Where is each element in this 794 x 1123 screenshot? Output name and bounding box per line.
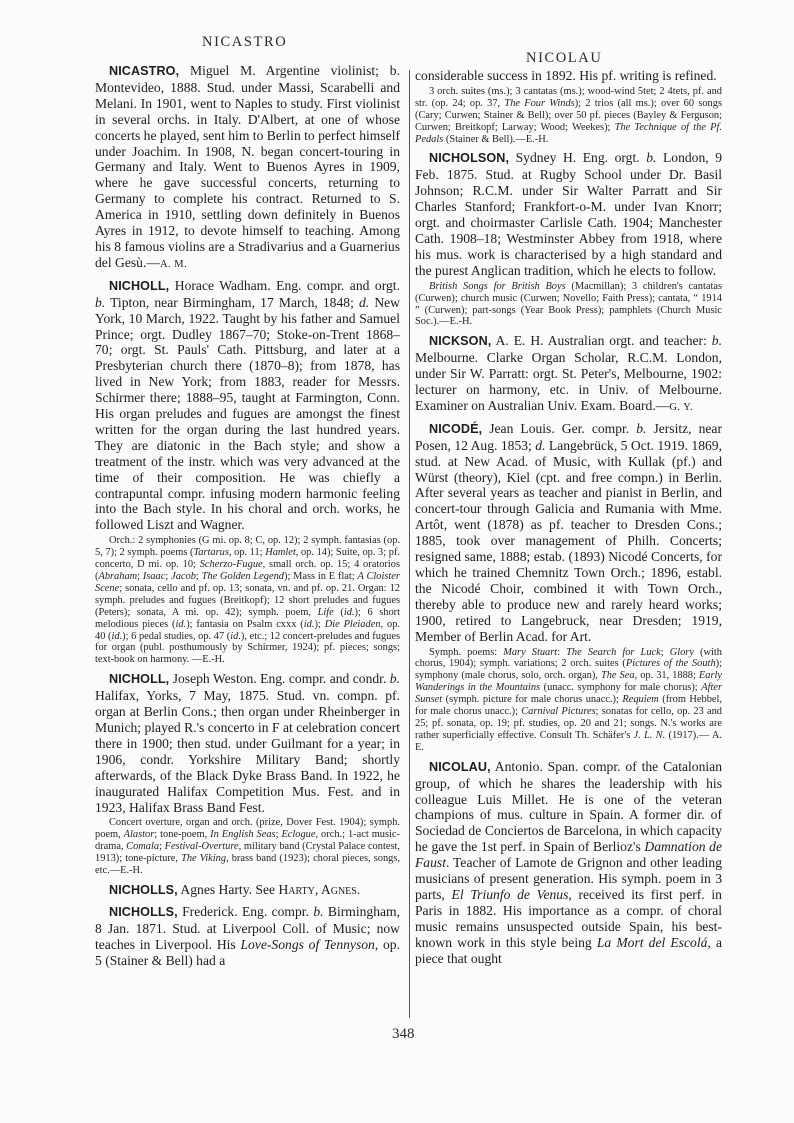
work-title: Glory xyxy=(669,646,694,658)
work-title: id. xyxy=(230,630,241,642)
work-title: Tartarus xyxy=(193,547,229,559)
entry-text: Sydney H. Eng. orgt. xyxy=(509,150,647,166)
cross-reference-link[interactable]: Harty, Agnes xyxy=(278,881,357,897)
headword: NICHOLL, xyxy=(109,672,170,687)
works-text: ); Mass in E flat; xyxy=(283,571,358,582)
work-title: El Triunfo de Venus xyxy=(451,886,569,902)
work-title: Eclogue xyxy=(281,829,316,841)
works-text: ; xyxy=(165,571,172,582)
works-text: , op. 14); Suite, op. 3; pf. concerto, D mi. op. 10; xyxy=(95,547,400,571)
work-title: Early Wanderings in the Mountains xyxy=(415,670,723,694)
works-text: ; xyxy=(137,571,143,582)
works-text: (from Hebbel, for male chorus unacc.); xyxy=(415,694,722,718)
work-title: J. L. N. xyxy=(633,729,666,741)
works-text: , orch.; 1-act music-drama, xyxy=(95,829,400,853)
entry-nicholls-frederick xyxy=(95,904,400,969)
born-abbrev: b. xyxy=(711,333,722,349)
work-title: Carnival Pictures xyxy=(521,706,596,718)
running-head-right: NICOLAU xyxy=(526,50,603,66)
column-divider xyxy=(409,70,410,1018)
work-title: id. xyxy=(111,630,123,642)
work-title: Comala xyxy=(126,841,160,853)
works-text: ); 2 trios (all ms.); over 60 songs (Cary; Curwen; Stainer & Bell); over 50 pf. pieces (Bayley & Ferguson; Curwen; Breitkopf; Larway; Wood; Weekes); xyxy=(415,97,722,133)
entry-text: , received its first perf. in Paris in 1882. His importance as a compr. of choral music remains unsuspected outside Spain, his best-known work in this style being xyxy=(415,886,722,950)
work-title: Mary Stuart xyxy=(503,646,558,658)
work-title: La Mort del Escolá xyxy=(596,934,708,950)
entry-text: London, 9 Feb. 1875. Stud. at Rugby School under Dr. Basil Johnson; R.C.M. under Sir Walter Parratt and Sir Charles Stanford; Frankfort-o-M. under Ivan Knorr; orgt. and choirmaster Carlisle Cath. 1904; Manchester Cath. 1908–18; Westminster Abbey from 1918, where his mus. work is characterised by a high standard and the purest Anglican tradition, which he elects to follow. xyxy=(415,150,723,278)
work-title: Hamlet xyxy=(265,547,296,559)
works-text: (symph. picture for male chorus unacc.); xyxy=(442,694,623,706)
headword: NICHOLL, xyxy=(109,278,170,293)
works-text: ); xyxy=(314,618,325,630)
work-title: The Search for Luck xyxy=(566,646,661,658)
entry-text: Miguel M. Argentine violinist; b. Montevideo, 1888. Stud. under Massi, Scarabelli and Melani. In 1901, went to Naples to study. First violinist in several orchs. in Italy. D'Albert, at one of whose concerts he played, sent him to Berlin to perfect himself under Joachim. In 1908, N. began concert-touring in Germany and Italy. Went to Buenos Ayres in 1909, where he gave successful concerts, returning to Germany to complete his contract. Returned to S. America in 1910, settling down definitely in Buenos Ayres in 1912, to devote himself to teaching. Among his 8 famous violins are a Stradivarius and a Guarnerius del Gesù.— xyxy=(95,63,401,270)
works-text: Symph. poems: xyxy=(429,646,504,658)
works-text: (with chorus, 1904); symph. variations; 2 orch. suites ( xyxy=(415,646,722,670)
works-text: ; xyxy=(159,841,165,853)
work-title: Damnation de Faust xyxy=(415,839,722,871)
entry-text: . Teacher of Lamote de Grignon and other leading musicians of present generation. His symph. poem in 3 parts, xyxy=(415,855,722,902)
work-title: Scherzo-Fugue xyxy=(199,559,263,571)
headword: NICASTRO, xyxy=(109,64,180,78)
works-text: (unacc. symphony for male chorus); xyxy=(540,682,702,694)
work-title: Love-Songs of Tennyson xyxy=(240,936,375,952)
works-text: , op. 11; xyxy=(228,547,266,559)
works-text: ; xyxy=(275,829,282,841)
entry-text: A. E. H. Australian orgt. and teacher: xyxy=(491,333,712,349)
work-title: id. xyxy=(303,618,315,630)
works-text: ); 6 pedal studies, op. 47 ( xyxy=(122,630,231,642)
entry-nicholls-continued xyxy=(415,68,722,145)
works-text: (Stainer & Bell).—E.-H. xyxy=(443,133,549,145)
work-title: British Songs for British Boys xyxy=(429,280,566,292)
works-list xyxy=(415,281,722,329)
contributor-signature: A. M. xyxy=(159,258,188,270)
works-text: ; tone-poem, xyxy=(154,829,211,841)
works-text: 3 orch. suites (ms.); 3 cantatas (ms.); wood-wind 5tet; 2 4tets, pf. and str. (op. 24; op. 37, xyxy=(415,85,722,109)
entry-text: , op. 5 (Stainer & Bell) had a xyxy=(95,936,401,968)
headword: NICHOLLS, xyxy=(109,904,178,919)
born-abbrev: b. xyxy=(95,294,106,310)
works-text: , op. 40 ( xyxy=(95,618,400,642)
work-title: Die Pleiaden xyxy=(324,618,381,630)
works-text: ); symphony (male chorus, solo, orch. organ), xyxy=(415,658,722,682)
headword: NICODÉ, xyxy=(429,421,483,436)
works-text: ; xyxy=(195,571,202,582)
works-text: ); fantasia on Psalm cxxx ( xyxy=(186,618,304,630)
entry-text: Frederick. Eng. compr. xyxy=(177,903,314,919)
work-title: Pictures of the South xyxy=(625,658,716,670)
works-list xyxy=(415,647,722,754)
works-text: ; sonata, cello and pf. op. 13; sonata, vn. and pf. op. 21. Organ: 12 symph. preludes and fugues (Breitkopf); 12 short preludes and fugues (Peters); sonata, A mi. op. 42); symph. poem, xyxy=(95,582,400,618)
entry-text: Langebrück, 5 Oct. 1919. 1869, stud. at New Acad. of Music, with Kullak (pf.) and Würst (theory), Kiel (cpt. and free compn.) in Berlin. After several years as teacher and pianist in Berlin, and concert-tour through Galicia and Rumania with Mme. Artôt, went (1878) as pf. teacher to Dresden Cons.; 1885, took over management of Philh. Concerts; resigned same, 1888; estab. (1893) Nicodé Concerts, for which he trained Chemnitz Town Orch.; 1896, establ. the Nicodé Choir, combined it with Town Orch., thereby able to produce new and rarely heard works; 1900, retired to Langebruck, near Dresden; 1919, Member of Berlin Acad. for Art. xyxy=(415,437,722,644)
contributor-signature: G. Y. xyxy=(669,401,694,413)
page-number: 348 xyxy=(392,1026,415,1042)
works-text: ; xyxy=(660,646,670,658)
works-text: , brass band (1923); choral pieces, songs, etc.—E.-H. xyxy=(95,853,400,877)
work-title: The Sea xyxy=(600,670,635,682)
work-title: Life xyxy=(317,606,334,618)
entry-text: , a piece that ought xyxy=(415,934,722,966)
died-abbrev: d. xyxy=(535,437,546,453)
born-abbrev: b. xyxy=(389,671,400,687)
entry-nicolau xyxy=(415,759,722,967)
entry-text: Antonio. Span. compr. of the Catalonian group, of which he shares the leadership with his colleague Luis Millet. He is one of the veteran champions of mus. culture in Spain. A former dir. of Sociedad de Conciertos de Barcelona, in which capacity he gave the 1st perf. in Spain of Berlioz's xyxy=(415,758,722,855)
work-title: Festival-Overture xyxy=(164,841,239,853)
work-title: id. xyxy=(175,618,187,630)
works-list xyxy=(95,535,400,666)
entry-nickson xyxy=(415,333,722,416)
born-abbrev: b. xyxy=(636,420,647,436)
work-title: After Sunset xyxy=(415,682,722,706)
work-title: The Golden Legend xyxy=(201,571,284,582)
entry-text: Horace Wadham. Eng. compr. and orgt. xyxy=(169,277,400,293)
entry-text: Birmingham, 8 Jan. 1871. Stud. at Liverpool Coll. of Music; now teaches in Liverpool. His xyxy=(95,903,400,952)
headword: NICHOLLS, xyxy=(109,882,178,897)
entry-nicholls-agnes: NICHOLLS, Agnes Harty. See Harty, Agnes. xyxy=(109,881,361,897)
entry-text: Jersitz, near Posen, 12 Aug. 1853; xyxy=(415,420,722,453)
headword: NICKSON, xyxy=(429,334,492,349)
works-text: ); 6 short melodious pieces ( xyxy=(95,606,400,630)
entry-text: Joseph Weston. Eng. compr. and condr. xyxy=(169,671,390,687)
entry-text: New York, 10 March, 1922. Taught by his father and Samuel Prince; orgt. Dudley 1867–70; Stoke-on-Trent 1868–70; orgt. St. Pauls' Cath. Pittsburg, and later at a Presbyterian church there (1870–8); from 1878, has lived in New York; from 1883, reader for Messrs. Schirmer there; 1888–95, taught at Farmington, Conn. His organ preludes and fugues are amongst the finest written for the organ during the last hundred years. They are diatonic in the Bach style; and show a treatment of the instr. which was very advanced at the time of their composition. He was chiefly a contrapuntal compr. infusing modern harmonic feeling into the Bach style. In his choral and orch. works, he followed Liszt and Wagner. xyxy=(95,294,400,533)
headword: NICHOLSON, xyxy=(429,151,510,166)
entry-text: Agnes Harty. See xyxy=(177,881,279,897)
works-text: ), etc.; 12 concert-preludes and fugues for organ (publ. posthumously by Schirmer, 1924); pf. pieces; songs; text-book on harmony. —E.-H. xyxy=(95,630,400,666)
entry-text: Tipton, near Birmingham, 17 March, 1848; xyxy=(105,294,359,310)
work-title: Alastor xyxy=(123,829,155,841)
work-title: Jacob xyxy=(171,571,196,582)
entry-text: Melbourne. Clarke Organ Scholar, R.C.M. London, under Sir W. Parratt: orgt. St. Peter's, Melbourne, 1902: lecturer on harmony, etc. in Univ. of Melbourne. Examiner on Australian Univ. Exam. Board.— xyxy=(415,350,722,413)
born-abbrev: b. xyxy=(313,903,324,919)
entry-nicode xyxy=(415,421,722,754)
born-abbrev: b. xyxy=(646,150,657,166)
works-text: (1917).— A. E. xyxy=(415,729,722,753)
work-title: The Technique of the Pf. Pedals xyxy=(415,121,722,145)
works-text: : xyxy=(557,646,567,658)
running-head-left: NICASTRO xyxy=(202,34,288,50)
works-text: ; sonatas for cello, op. 23 and 25; pf. sonata, op. 19; pf. studies, op. 20 and 21; songs. N.'s works are rather superficially effective. Consult Th. Schäfer's xyxy=(415,706,722,741)
died-abbrev: d. xyxy=(358,294,370,310)
works-text: , op. 31, 1888; xyxy=(634,670,699,682)
works-text: (Macmillan); 3 children's cantatas (Curwen); church music (Curwen; Novello; Faith Press); cantata, “ 1914 ” (Curwen); part-songs (Year Book Press); pamphlets (Church Music Soc.).—E.-H. xyxy=(415,280,723,328)
work-title: Requiem xyxy=(622,694,659,706)
work-title: A Cloister Scene xyxy=(95,571,400,594)
works-text: Orch.: 2 symphonies (G mi. op. 8; C, op. 12); 2 symph. fantasias (op. 5, 7); 2 symph. poems ( xyxy=(95,535,400,559)
entry-nicholson xyxy=(415,150,722,328)
entry-text: Jean Louis. Ger. compr. xyxy=(482,420,637,436)
work-title: The Four Winds xyxy=(504,97,575,109)
work-title: In English Seas xyxy=(210,829,276,841)
works-text: ( xyxy=(333,606,344,618)
headword: NICOLAU, xyxy=(429,759,491,774)
entry-nicastro xyxy=(95,63,400,273)
work-title: id. xyxy=(343,606,355,618)
work-title: The Viking xyxy=(181,853,227,865)
works-text: , military band (Crystal Palace contest, 1913); tone-picture, xyxy=(95,841,400,865)
works-text: Concert overture, organ and orch. (prize, Dover Fest. 1904); symph. poem, xyxy=(95,817,400,841)
entry-text: Halifax, Yorks, 7 May, 1875. Stud. vn. compn. pf. organ at Berlin Cons.; then organ under Rheinberger in Munich; played R.'s concerto in F at celebration concert there in 1900; then stud. under Guilmant for a year; in 1906, condr. Yorkshire Military Band; shortly afterwards, of the Black Dyke Brass Band. In 1922, he inaugurated Halifax Competition Mus. Fest. and in 1923, Halifax Brass Band Fest. xyxy=(95,688,400,815)
entry-nicholl-joseph xyxy=(95,671,400,877)
entry-nicholl-horace xyxy=(95,278,400,666)
work-title: Isaac xyxy=(142,571,166,582)
work-title: Abraham xyxy=(98,571,138,582)
works-text: , small orch. op. 15; 4 oratorios ( xyxy=(95,559,400,582)
left-column xyxy=(95,63,400,973)
works-list xyxy=(95,817,400,877)
right-column xyxy=(415,68,722,971)
works-list xyxy=(415,86,722,146)
entry-text: considerable success in 1892. His pf. writing is refined. xyxy=(415,68,717,83)
